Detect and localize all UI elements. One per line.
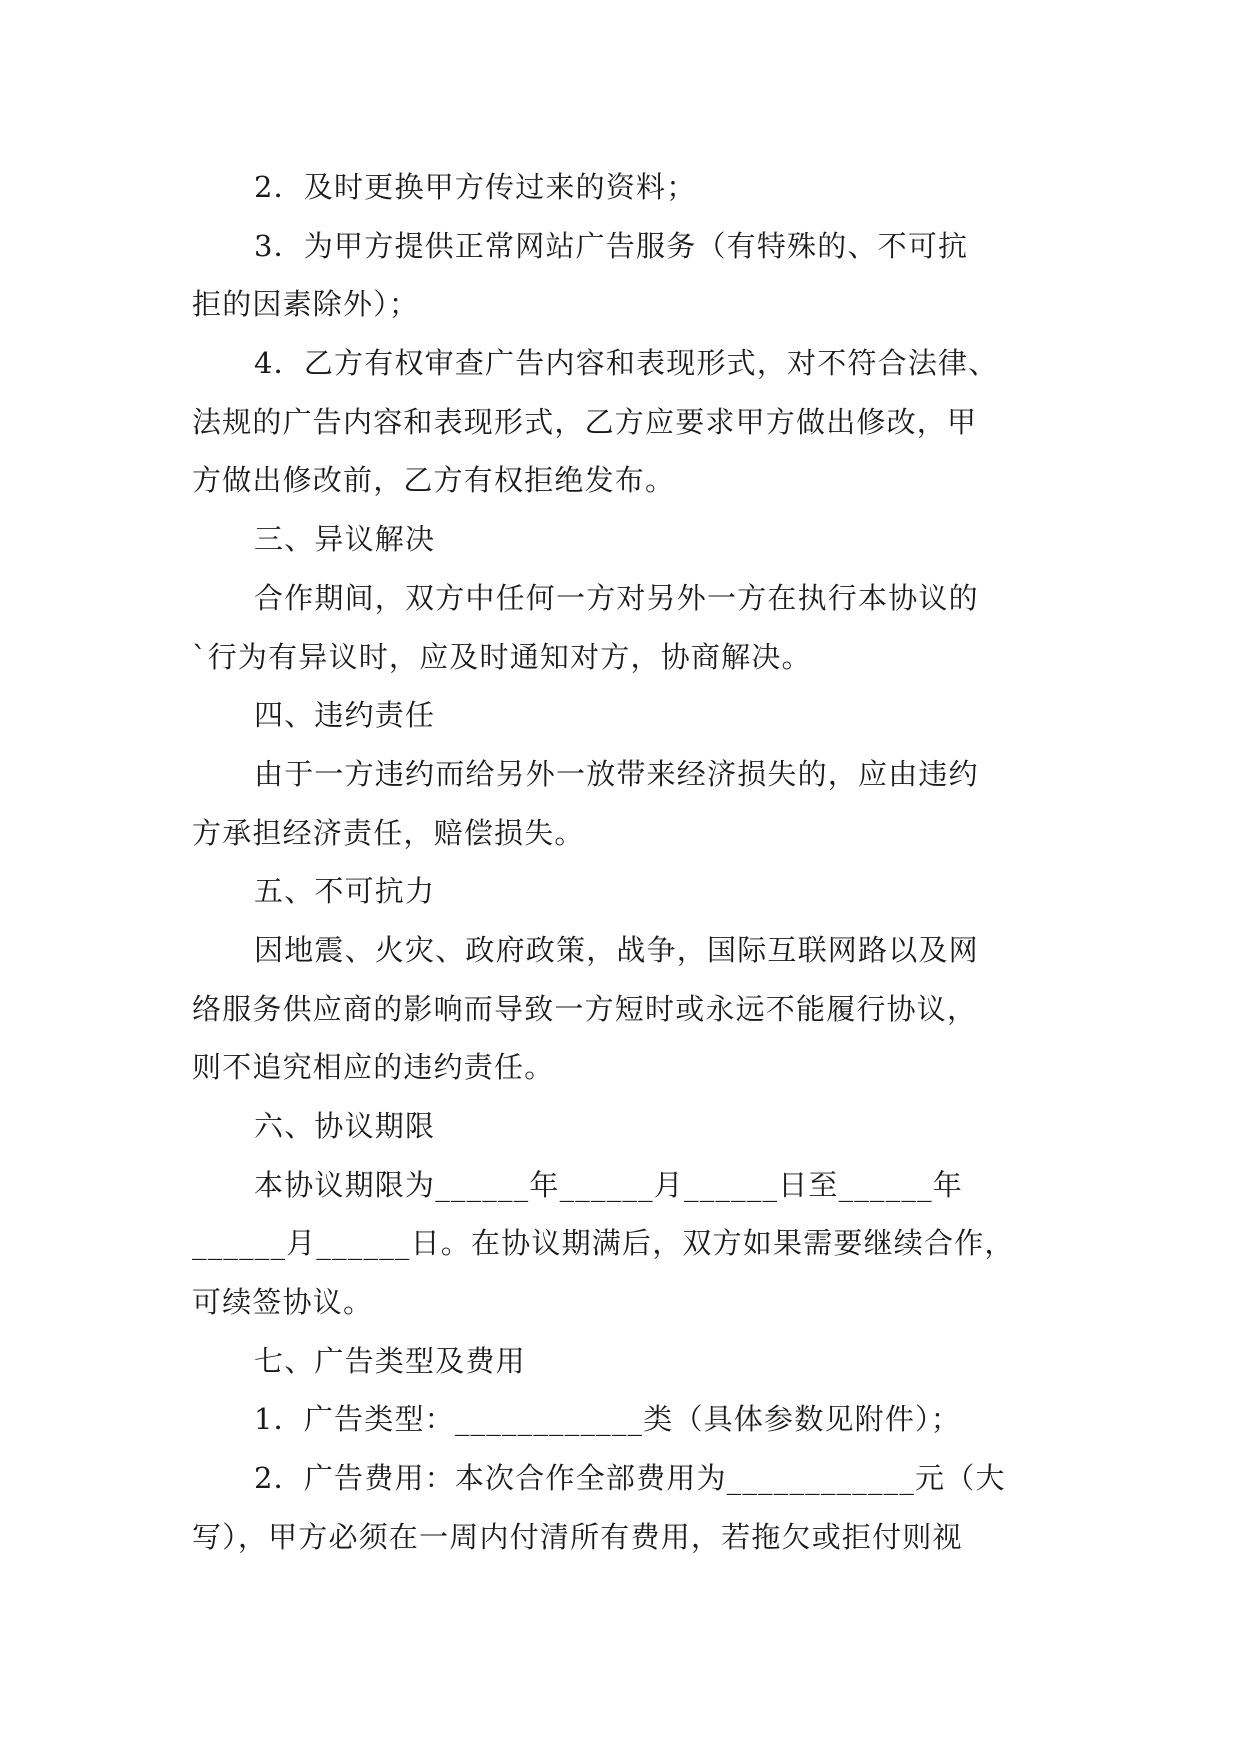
section-heading: 四、违约责任: [254, 698, 436, 733]
section-heading: 六、协议期限: [254, 1109, 436, 1143]
section-heading: 七、广告类型及费用: [254, 1343, 526, 1378]
text-line: 方承担经济责任，赔偿损失。: [192, 815, 585, 850]
text-line: 由于一方违约而给另外一放带来经济损失的，应由违约: [254, 756, 979, 791]
text-line: 法规的广告内容和表现形式，乙方应要求甲方做出修改，甲: [192, 404, 978, 439]
text-line: 因地震、火灾、政府政策，战争，国际互联网路以及网: [254, 932, 979, 967]
text-line: 则不追究相应的违约责任。: [192, 1050, 555, 1085]
text-line: `行为有异议时，应及时通知对方，协商解决。: [192, 639, 812, 674]
text-line: 络服务供应商的影响而导致一方短时或永远不能履行协议，: [192, 991, 978, 1026]
text-line: 本协议期限为______年______月______日至______年: [254, 1167, 964, 1202]
text-line: 3．为甲方提供正常网站广告服务（有特殊的、不可抗: [254, 228, 969, 263]
section-heading: 五、不可抗力: [254, 874, 436, 909]
text-line: 方做出修改前，乙方有权拒绝发布。: [192, 463, 676, 498]
text-line: 合作期间，双方中任何一方对另外一方在执行本协议的: [254, 580, 979, 615]
text-line: 2．及时更换甲方传过来的资料；: [254, 170, 697, 204]
text-line: 可续签协议。: [192, 1285, 374, 1320]
text-line: 4．乙方有权审查广告内容和表现形式，对不符合法律、: [254, 346, 999, 381]
text-line: 写），甲方必须在一周内付清所有费用，若拖欠或拒付则视: [192, 1519, 963, 1554]
text-line: ______月______日。在协议期满后，双方如果需要继续合作，: [192, 1226, 1015, 1261]
text-line: 拒的因素除外）；: [192, 287, 420, 322]
text-line: 1．广告类型：____________类（具体参数见附件）；: [254, 1402, 961, 1437]
document-body: [192, 158, 1072, 1567]
text-line: 2．广告费用：本次合作全部费用为____________元（大: [254, 1461, 1006, 1496]
section-heading: 三、异议解决: [254, 522, 436, 557]
